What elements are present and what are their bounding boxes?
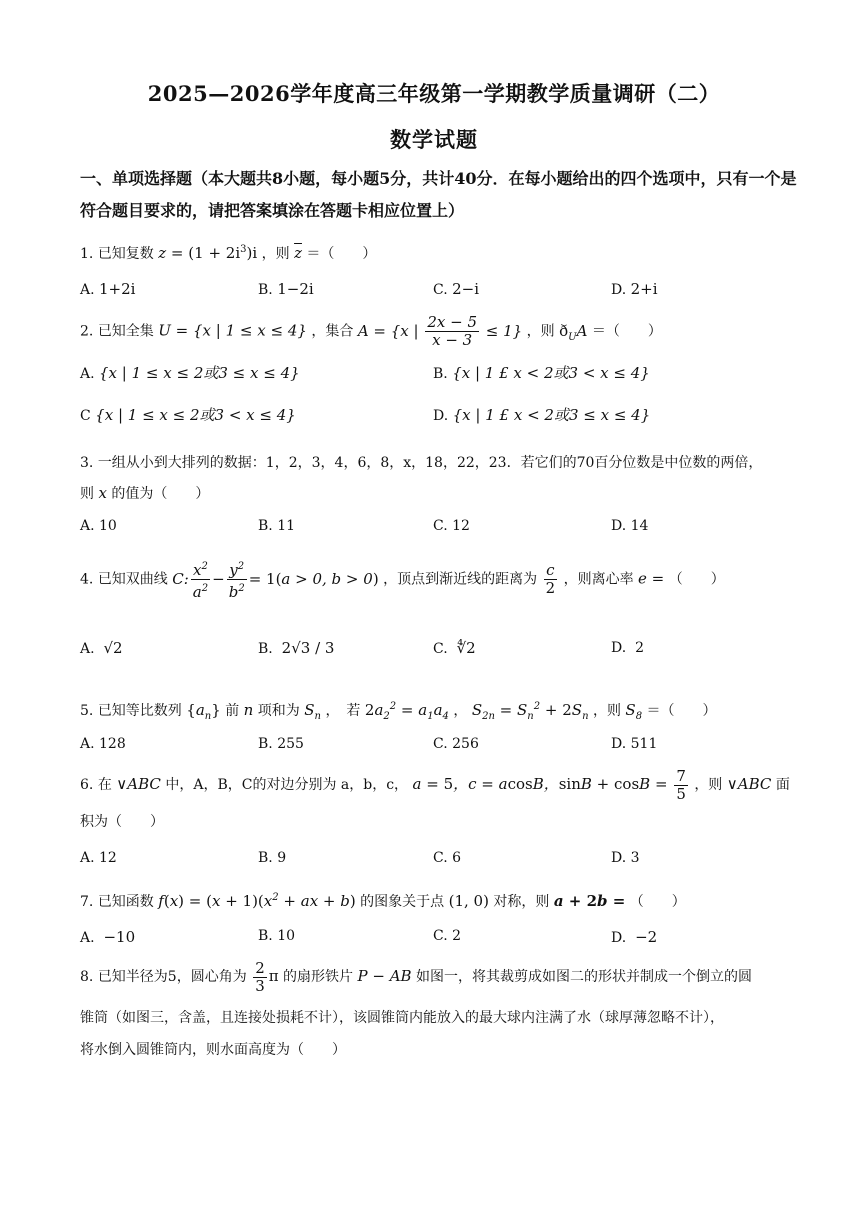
math-expression: A = {x | $\frac{2x - 5}{x - 3}$ ≤ 1} — [357, 313, 523, 349]
option-c[interactable]: C. ∜2 — [433, 639, 476, 657]
option-c[interactable]: C. 256 — [433, 736, 479, 752]
option-a[interactable]: A. −10 — [80, 928, 136, 946]
question-text: 已知函数 — [97, 894, 154, 910]
option-d[interactable]: D. {x | 1 £ x < 2或3 ≤ x ≤ 4} — [433, 406, 651, 424]
option-a[interactable]: A. 128 — [80, 736, 126, 752]
math-expression: $S_{2n} = S_n^2 + 2S_n$ — [471, 701, 589, 722]
question-number: 2. — [80, 323, 94, 340]
math-expression: U = {x | 1 ≤ x ≤ 4} — [158, 321, 307, 340]
question-text: 已知全集 — [97, 323, 154, 340]
option-d[interactable]: D. −2 — [611, 928, 658, 946]
question-number: 8. — [80, 969, 94, 985]
question-text: ，集合 — [311, 323, 354, 340]
options-q7 — [80, 928, 800, 956]
math-expression: (1, 0) — [448, 892, 489, 910]
page-title: 2025—2026学年度高三年级第一学期教学质量调研（二） — [147, 81, 721, 106]
question-text: 对称，则 — [493, 894, 550, 910]
option-b[interactable]: B. 2√3 / 3 — [258, 639, 335, 657]
question-number: 3. — [80, 455, 94, 471]
question-text: ＝（ ） — [646, 703, 717, 719]
question-text: ＝（ ） — [591, 323, 662, 340]
math-variable: x — [98, 484, 107, 502]
math-expression: $\overline{z}$ — [294, 244, 302, 262]
math-expression: $S_n$ — [304, 701, 321, 722]
question-text: 的值为（ ） — [111, 486, 210, 502]
math-expression: $\{a_n\}$ — [186, 701, 221, 722]
math-expression: a = 5，c = acosB，sinB + cosB = $\frac{7}{5}$ — [412, 766, 686, 803]
question-text: ， — [453, 703, 468, 719]
option-c[interactable]: C. 2−i — [433, 280, 480, 298]
question-8 — [80, 956, 800, 997]
question-2 — [80, 314, 800, 353]
option-a[interactable]: A. 10 — [80, 518, 117, 534]
option-d[interactable]: D. 2 — [611, 640, 645, 656]
question-text: 面 — [775, 777, 790, 793]
question-number: 6. — [80, 777, 94, 793]
option-b[interactable]: B. 1−2i — [258, 280, 314, 298]
math-expression: $S_8$ — [625, 701, 643, 722]
question-8-line3: 将水倒入圆锥筒内，则水面高度为（ ） — [80, 1042, 346, 1058]
math-expression: $2a_2^2 = a_1a_4$ — [364, 701, 449, 722]
option-c[interactable]: C. 12 — [433, 518, 470, 534]
option-c[interactable]: C {x | 1 ≤ x ≤ 2或3 < x ≤ 4} — [80, 406, 296, 424]
question-text: ，则 — [694, 777, 723, 793]
question-text: （ ） — [629, 894, 686, 910]
question-text: ，顶点到渐近线的距离为 — [383, 571, 538, 588]
question-text: ， 若 — [325, 703, 361, 719]
question-text: 项和为 — [257, 703, 300, 719]
question-text: 已知等比数列 — [97, 703, 182, 719]
question-text: 已知双曲线 — [97, 571, 168, 588]
option-a[interactable]: A. √2 — [80, 639, 123, 657]
option-b[interactable]: B. 9 — [258, 850, 287, 866]
question-6 — [80, 764, 800, 805]
options-q5 — [80, 736, 800, 764]
option-a[interactable]: A. {x | 1 ≤ x ≤ 2或3 ≤ x ≤ 4} — [80, 364, 300, 382]
option-d[interactable]: D. 3 — [611, 850, 640, 866]
option-a[interactable]: A. 1+2i — [80, 280, 136, 298]
math-expression: $\frac{c}{2}$ — [545, 561, 556, 597]
question-text: 如图一，将其裁剪成如图二的形状并制成一个倒立的圆 — [416, 969, 753, 985]
option-b[interactable]: B. {x | 1 £ x < 2或3 < x ≤ 4} — [433, 364, 650, 382]
math-expression: e = — [638, 569, 665, 588]
option-d[interactable]: D. 2+i — [611, 280, 658, 298]
option-c[interactable]: C. 6 — [433, 850, 462, 866]
question-text: 的扇形铁片 — [283, 969, 354, 985]
math-expression: P − AB — [357, 967, 412, 985]
options-q6 — [80, 850, 800, 878]
question-text: ＝（ ） — [306, 246, 377, 262]
question-text: （ ） — [668, 571, 725, 588]
question-number: 5. — [80, 703, 94, 719]
option-c[interactable]: C. 2 — [433, 928, 462, 944]
question-number: 1. — [80, 246, 94, 262]
question-1 — [80, 240, 800, 264]
question-text: 中，A，B，C的对边分别为 a，b，c， — [165, 777, 409, 793]
question-number: 7. — [80, 894, 94, 910]
math-expression: $ð_UA$ — [559, 321, 588, 343]
question-7 — [80, 888, 800, 912]
page-subtitle: 数学试题 — [390, 127, 478, 152]
options-q2-row2 — [80, 404, 800, 432]
question-text: 则 — [80, 486, 94, 502]
section-heading: 一、单项选择题（本大题共8小题，每小题5分，共计40分．在每小题给出的四个选项中，只有一个是符合题目要求的，请把答案填涂在答题卡相应位置上） — [80, 169, 797, 220]
math-variable: n — [243, 701, 254, 719]
question-text: 已知复数 — [97, 246, 154, 262]
options-q1 — [80, 280, 800, 308]
question-text: 前 — [225, 703, 240, 719]
options-q3 — [80, 518, 800, 546]
question-5 — [80, 692, 800, 732]
question-4 — [80, 558, 800, 601]
option-b[interactable]: B. 11 — [258, 518, 296, 534]
question-3 — [80, 448, 800, 509]
question-8-line2: 锥筒（如图三，含盖，且连接处损耗不计），该圆锥筒内能放入的最大球内注满了水（球厚薄忽略不计）， — [80, 1010, 724, 1026]
option-d[interactable]: D. 511 — [611, 736, 658, 752]
option-b[interactable]: B. 10 — [258, 928, 296, 944]
question-text: ，则 — [526, 323, 555, 340]
option-a[interactable]: A. 12 — [80, 850, 117, 866]
question-text: 的图象关于点 — [360, 894, 445, 910]
option-b[interactable]: B. 255 — [258, 736, 304, 752]
question-text: ，则 — [592, 703, 621, 719]
math-expression: $f(x) = (x + 1)(x^2$ + ax + b) — [158, 892, 356, 910]
question-text: 一组从小到大排列的数据：1，2，3，4，6，8，x，18，22，23．若它们的70百分位数是中位数的两倍， — [97, 455, 763, 471]
math-expression: a + 2b = — [553, 892, 626, 910]
math-expression: C: $\frac{x^2}{a^2}$ − $\frac{y^2}{b^2}$ = 1(a > 0, b > 0) — [172, 570, 378, 588]
question-text: 在 — [97, 777, 112, 793]
question-6-line2: 积为（ ） — [80, 814, 164, 830]
math-expression: ∨ABC — [726, 775, 772, 793]
option-d[interactable]: D. 14 — [611, 518, 649, 534]
question-text: ，则离心率 — [563, 571, 634, 588]
question-number: 4. — [80, 571, 94, 588]
math-expression: ∨ABC — [116, 775, 161, 793]
question-text: 已知半径为5，圆心角为 — [97, 969, 247, 985]
math-expression: $\frac{2}{3}$ π — [255, 958, 279, 995]
options-q2-row1 — [80, 362, 800, 390]
question-text: ，则 — [261, 246, 290, 262]
math-expression: $z = (1 + 2i^3)i$ — [158, 244, 258, 262]
options-q4 — [80, 628, 800, 668]
